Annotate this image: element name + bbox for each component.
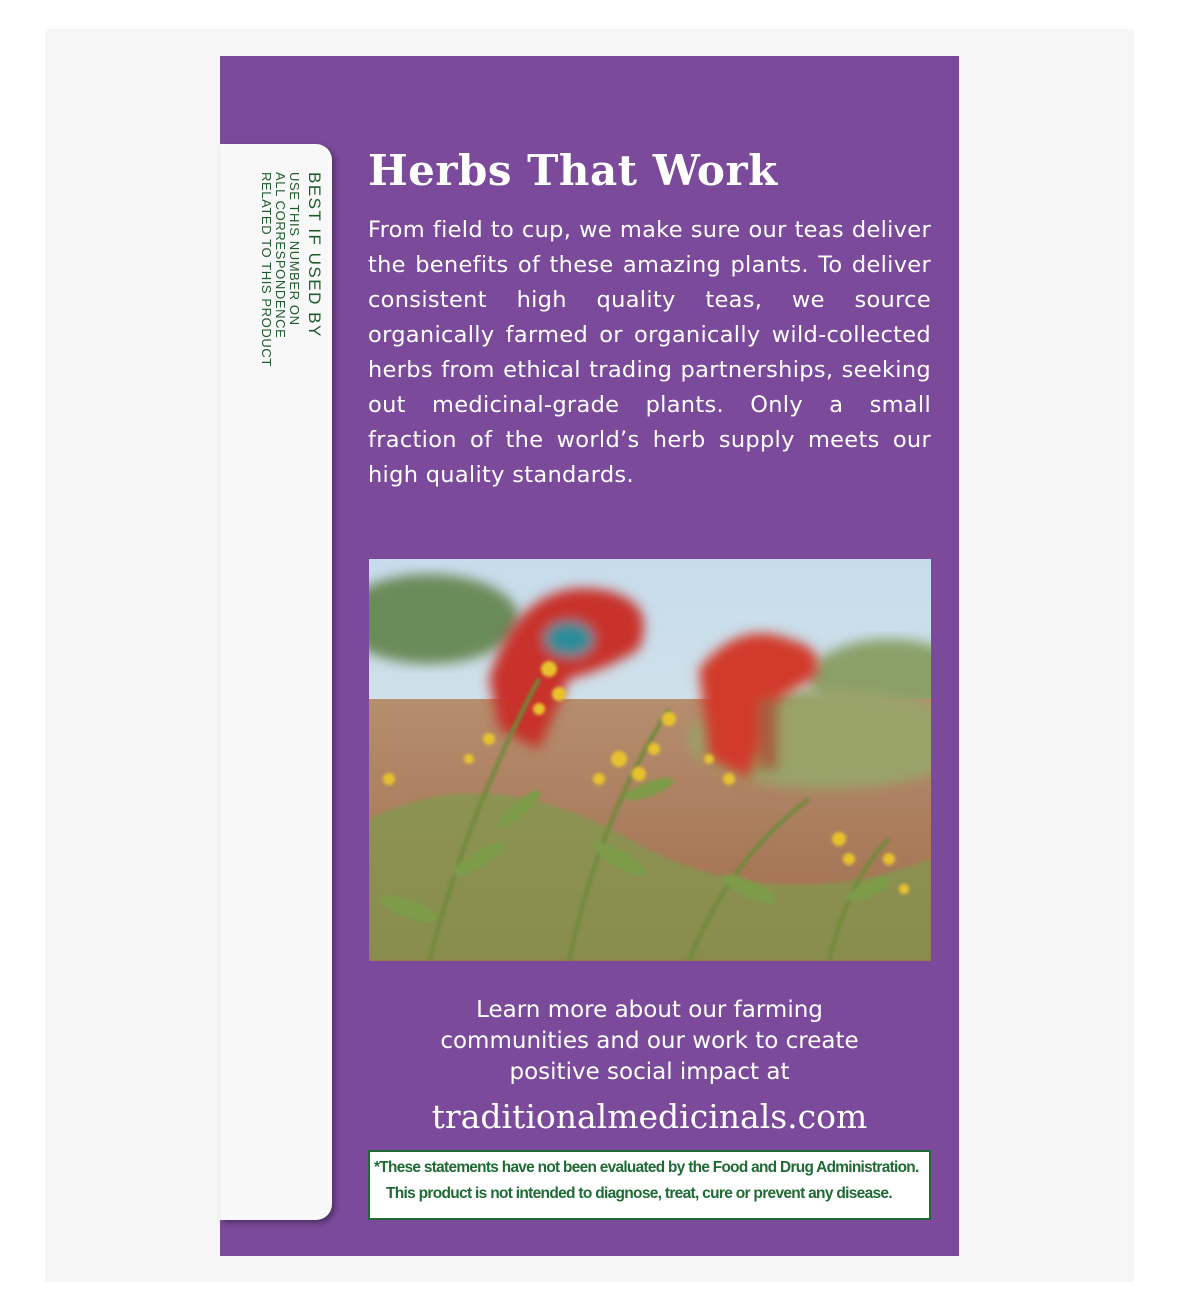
website-url: traditionalmedicinals.com	[431, 1097, 868, 1136]
panel-title: Herbs That Work	[368, 146, 778, 195]
disclaimer-line-1: *These statements have not been evaluated by the Food and Drug Administration.	[374, 1159, 919, 1176]
fda-disclaimer-box	[368, 1150, 931, 1220]
best-if-used-by: BEST IF USED BY	[305, 172, 324, 338]
learn-more-line-1: Learn more about our farming	[476, 997, 823, 1023]
body-paragraph: From field to cup, we make sure our teas deliver the benefits of these amazing plants. To deliver consistent high quality teas, we source organically farmed or organically wild-collected herbs from ethical trading partnerships, seeking out medicinal-grade plants. Only a small fraction of the world’s herb supply meets our high quality standards.	[368, 217, 931, 488]
tab-line-3: RELATED TO THIS PRODUCT	[259, 172, 274, 367]
farm-workers-photo	[369, 559, 931, 961]
lot-number-label	[259, 172, 327, 367]
tab-line-2: ALL CORRESPONDENCE	[273, 172, 288, 339]
learn-more-line-2: communities and our work to create	[440, 1028, 859, 1054]
learn-more-line-3: positive social impact at	[509, 1059, 790, 1085]
tab-line-1: USE THIS NUMBER ON	[287, 172, 302, 326]
learn-more-text	[368, 995, 931, 1088]
disclaimer-line-2: This product is not intended to diagnose, treat, cure or prevent any disease.	[386, 1185, 892, 1202]
